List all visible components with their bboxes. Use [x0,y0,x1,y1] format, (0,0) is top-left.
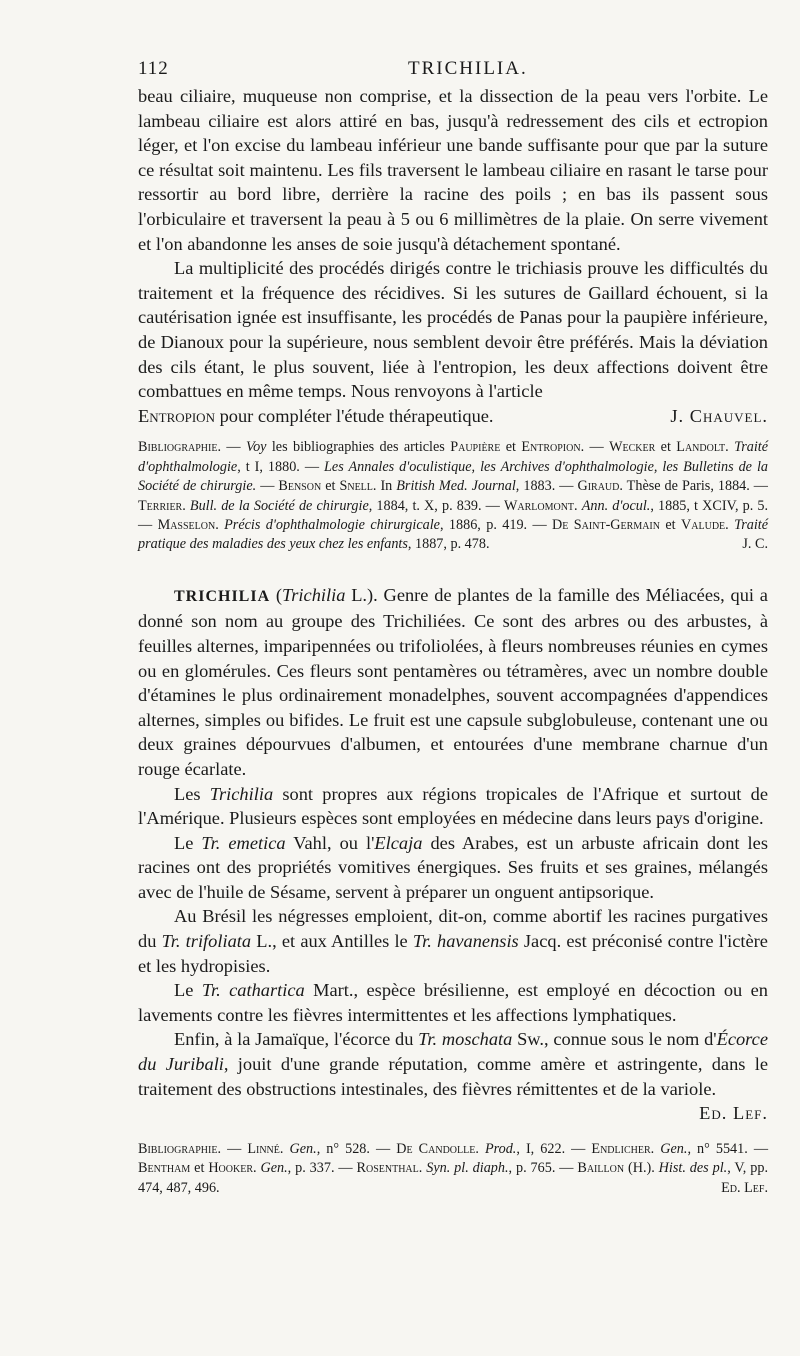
paragraph-continued: beau ciliaire, muqueuse non comprise, et la dissection de la peau vers l'orbite. Le lambeau ciliaire est alors attiré en bas, jusqu'à redressement des cils et ectropion léger, et l'on excise du lambeau inférieur une bande suffisante pour que par la suture ce résultat soit maintenu. Les fils traversent le lambeau ciliaire en rasant le tarse pour ressortir au bord libre, derrière la racine des poils ; en bas ils passent sous l'orbiculaire et traversent la peau à 5 ou 6 millimètres de la plaie. On serre vivement et l'on abandonne les anses de soie jusqu'à détachement spontané. [138,86,768,254]
paragraph-text: Jacq. est préconisé contre l'ictère et les hydropisies. [138,931,768,976]
bibliography-label: Bibliographie. [138,439,222,456]
bib-text: , I, 622. — [516,1140,592,1157]
bib-text: , n° 528. — [316,1140,397,1157]
bibliography-label: Bibliographie. [138,1140,222,1157]
bib-text: , 1886, p. 419. — [439,516,553,533]
cross-reference: Entropion [521,439,581,456]
bib-author: De Candolle [396,1140,476,1157]
bib-text: . — [580,439,610,456]
bib-title: Traité pratique des maladies des yeux chez les enfants [138,516,768,553]
author-signature: Ed. Lef. [699,1103,768,1124]
paragraph-text: La multiplicité des procédés dirigés contre le trichiasis prouve les difficultés du traitement et la fréquence des récidives. Si les sutures de Gaillard échouent, si la cautérisation ignée est insuffisante, les procédés de Panas pour la paupière inférieure, de Dianoux pour la supérieure, nous semblent devoir être préférés. Mais la déviation des cils étant, le plus souvent, liée à l'entropion, les deux affections doivent être combattues en même temps. Nous renvoyons à l'article [138,258,768,402]
paragraph-text: , jouit d'une grande réputation, comme amère et astringente, dans le traitement des obstructions intestinales, des fièvres rémittentes et de la variole. [138,1054,768,1099]
bibliography-signature: Ed. Lef. [721,1179,768,1196]
bib-text: , p. 765. — [508,1160,578,1177]
bib-text: . [418,1160,427,1177]
bib-title: Syn. pl. diaph. [426,1160,509,1177]
vernacular-name: Écorce du Juribali [138,1029,768,1075]
entry-separator [138,555,768,583]
paragraph-trichiasis-conclusion [138,256,768,428]
bib-text: . [475,1140,485,1157]
bib-author: Hooker [208,1160,254,1177]
bib-author: Linné [247,1140,280,1157]
paragraph-moschata [138,1027,768,1125]
bib-text: et [659,516,682,533]
bib-title: Prod. [484,1140,517,1157]
running-title: TRICHILIA. [408,58,528,79]
paragraph-text: Au Brésil les négresses emploient, dit-on, comme abortif les racines purgatives du [138,906,768,952]
bib-author: Warlomont [503,497,575,514]
bib-text: . [725,439,735,456]
page-number: 112 [138,58,169,79]
bib-text: les bibliographies des articles [266,439,451,456]
bib-text: . [253,1160,261,1177]
bib-title: Gen. [260,1160,288,1177]
bib-text: et [190,1160,209,1177]
running-head [138,58,768,84]
taxon-name: Trichilia [282,584,346,605]
bib-text: . Thèse de Paris, 1884. — [619,478,768,495]
bib-author: Endlicher [591,1140,651,1157]
bibliography-trichilia [138,1140,768,1198]
bib-title: British Med. Journal [396,478,516,495]
bib-text: , 1883. — [515,478,578,495]
taxon-name: Tr. moschata [418,1029,513,1050]
paragraph-text: Mart., espèce brésilienne, est employé en décoction ou en lavements contre les fièvres intermittentes et les affections lymphatiques. [138,980,768,1025]
bib-author: Landolt [676,439,726,456]
taxon-name: Tr. cathartica [201,980,305,1001]
paragraph-emetica [138,831,768,905]
article-body [138,84,768,1198]
bib-text: — [221,1140,248,1157]
bib-author: Benson [278,478,322,495]
bib-title: Gen. [660,1140,688,1157]
bib-author: Baillon [577,1160,625,1177]
bibliography-signature: J. C. [742,536,768,553]
taxon-name: Tr. trifoliata [161,931,252,952]
bib-author: Rosenthal [356,1160,419,1177]
bib-text: , n° 5541. — [687,1140,769,1157]
bib-title: Bull. de la Société de chirurgie [189,497,369,514]
bib-text: . [279,1140,290,1157]
bib-author: Valude [681,516,726,533]
entry-text: L.). Genre de plantes de la famille des Méliacées, qui a donné son nom au groupe des Trichiliées. Ce sont des arbres ou des arbustes, à feuilles alternes, imparipennées ou trifoliolées, à fleurs nombreuses réunies en cymes ou en glomérules. Ces fleurs sont pentamères ou tétramères, avec un nombre double d'étamines le plus ordinairement monadelphes, souvent accompagnées d'appendices alternes, simples ou bifides. Le fruit est une capsule subglobuleuse, contenant une ou deux graines dépourvues d'albumen, et entourées d'une membrane charnue d'un rouge écarlate. [138,584,768,779]
cross-reference: Entropion [138,405,215,426]
paragraph-text: Le [174,832,202,853]
bib-title: Précis d'ophthalmologie chirurgicale [224,516,440,533]
paragraph-bresil [138,904,768,978]
bib-text: et [655,439,677,456]
bib-text: et [321,478,340,495]
bib-text: — [221,439,246,456]
bib-text: , 1885, t XCIV, p. 5. — [138,497,769,533]
bib-title: Les Annales d'oculistique, les Archives d'ophthalmologie, les Bulletins de la Société de chirurgie. [138,458,768,495]
bib-author: Bentham [138,1160,191,1177]
paragraph-text: Vahl, ou l' [285,832,375,853]
bib-author: Terrier [138,497,183,514]
bib-title: Hist. des pl. [658,1160,728,1177]
bib-text: , 1884, t. X, p. 839. — [368,497,504,514]
bib-author: Wecker [609,439,656,456]
bib-title: Gen. [289,1140,317,1157]
bib-text: Voy [245,439,267,456]
taxon-name: Tr. emetica [201,832,286,853]
bib-text: . [182,497,190,514]
bib-text: et [500,439,522,456]
taxon-name: Tr. havanensis [412,931,519,952]
bib-author: Giraud [577,478,620,495]
bib-author: Masselon [157,516,216,533]
bibliography-trichiasis [138,438,768,554]
bib-author: De Saint-Germain [552,516,660,533]
paragraph-text: pour compléter l'étude thérapeutique. [214,405,494,426]
bib-text: . [215,516,225,533]
entry-trichilia [138,583,768,782]
bib-text: — [256,478,279,495]
cross-reference: Paupière [450,439,501,456]
taxon-name: Trichilia [209,783,274,804]
bib-author: Snell [339,478,373,495]
bib-text: , p. 337. — [287,1160,357,1177]
bib-text: , 1887, p. 478. [407,536,490,553]
author-signature: J. Chauvel. [670,405,768,426]
paragraph-text: Enfin, à la Jamaïque, l'écorce du [174,1029,419,1050]
paragraph-text: L., et aux Antilles le [251,931,413,952]
bib-text: , t I, 1880. — [237,458,325,475]
bib-text: . [725,516,735,533]
paragraph-cathartica [138,978,768,1027]
bib-text: , V, pp. 474, 487, 496. [138,1160,768,1196]
bib-title: Traité d'ophthalmologie [138,439,768,475]
paragraph-text: sont propres aux régions tropicales de l'Afrique et surtout de l'Amérique. Plusieurs espèces sont employées en médecine dans leurs pays d'origine. [138,783,768,829]
bib-title: Ann. d'ocul. [581,497,651,514]
bib-text: . [574,497,582,514]
vernacular-name: Elcaja [374,832,423,853]
paragraph-distribution [138,782,768,831]
paragraph-text: des Arabes, est un arbuste africain dont les racines ont des propriétés vomitives énergiques. Ses fruits et ses graines, mélangés avec de l'huile de Sésame, servent à préparer un onguent antipsorique. [138,832,768,902]
paragraph-text: Sw., connue sous le nom d' [512,1029,717,1050]
entry-headword: TRICHILIA [174,587,271,605]
entry-text: ( [270,584,283,605]
paragraph-text: Les [174,783,210,804]
paragraph-text: Le [174,980,202,1001]
bib-text: (H.). [624,1160,659,1177]
bib-text: . [650,1140,661,1157]
bib-text: . In [372,478,397,495]
